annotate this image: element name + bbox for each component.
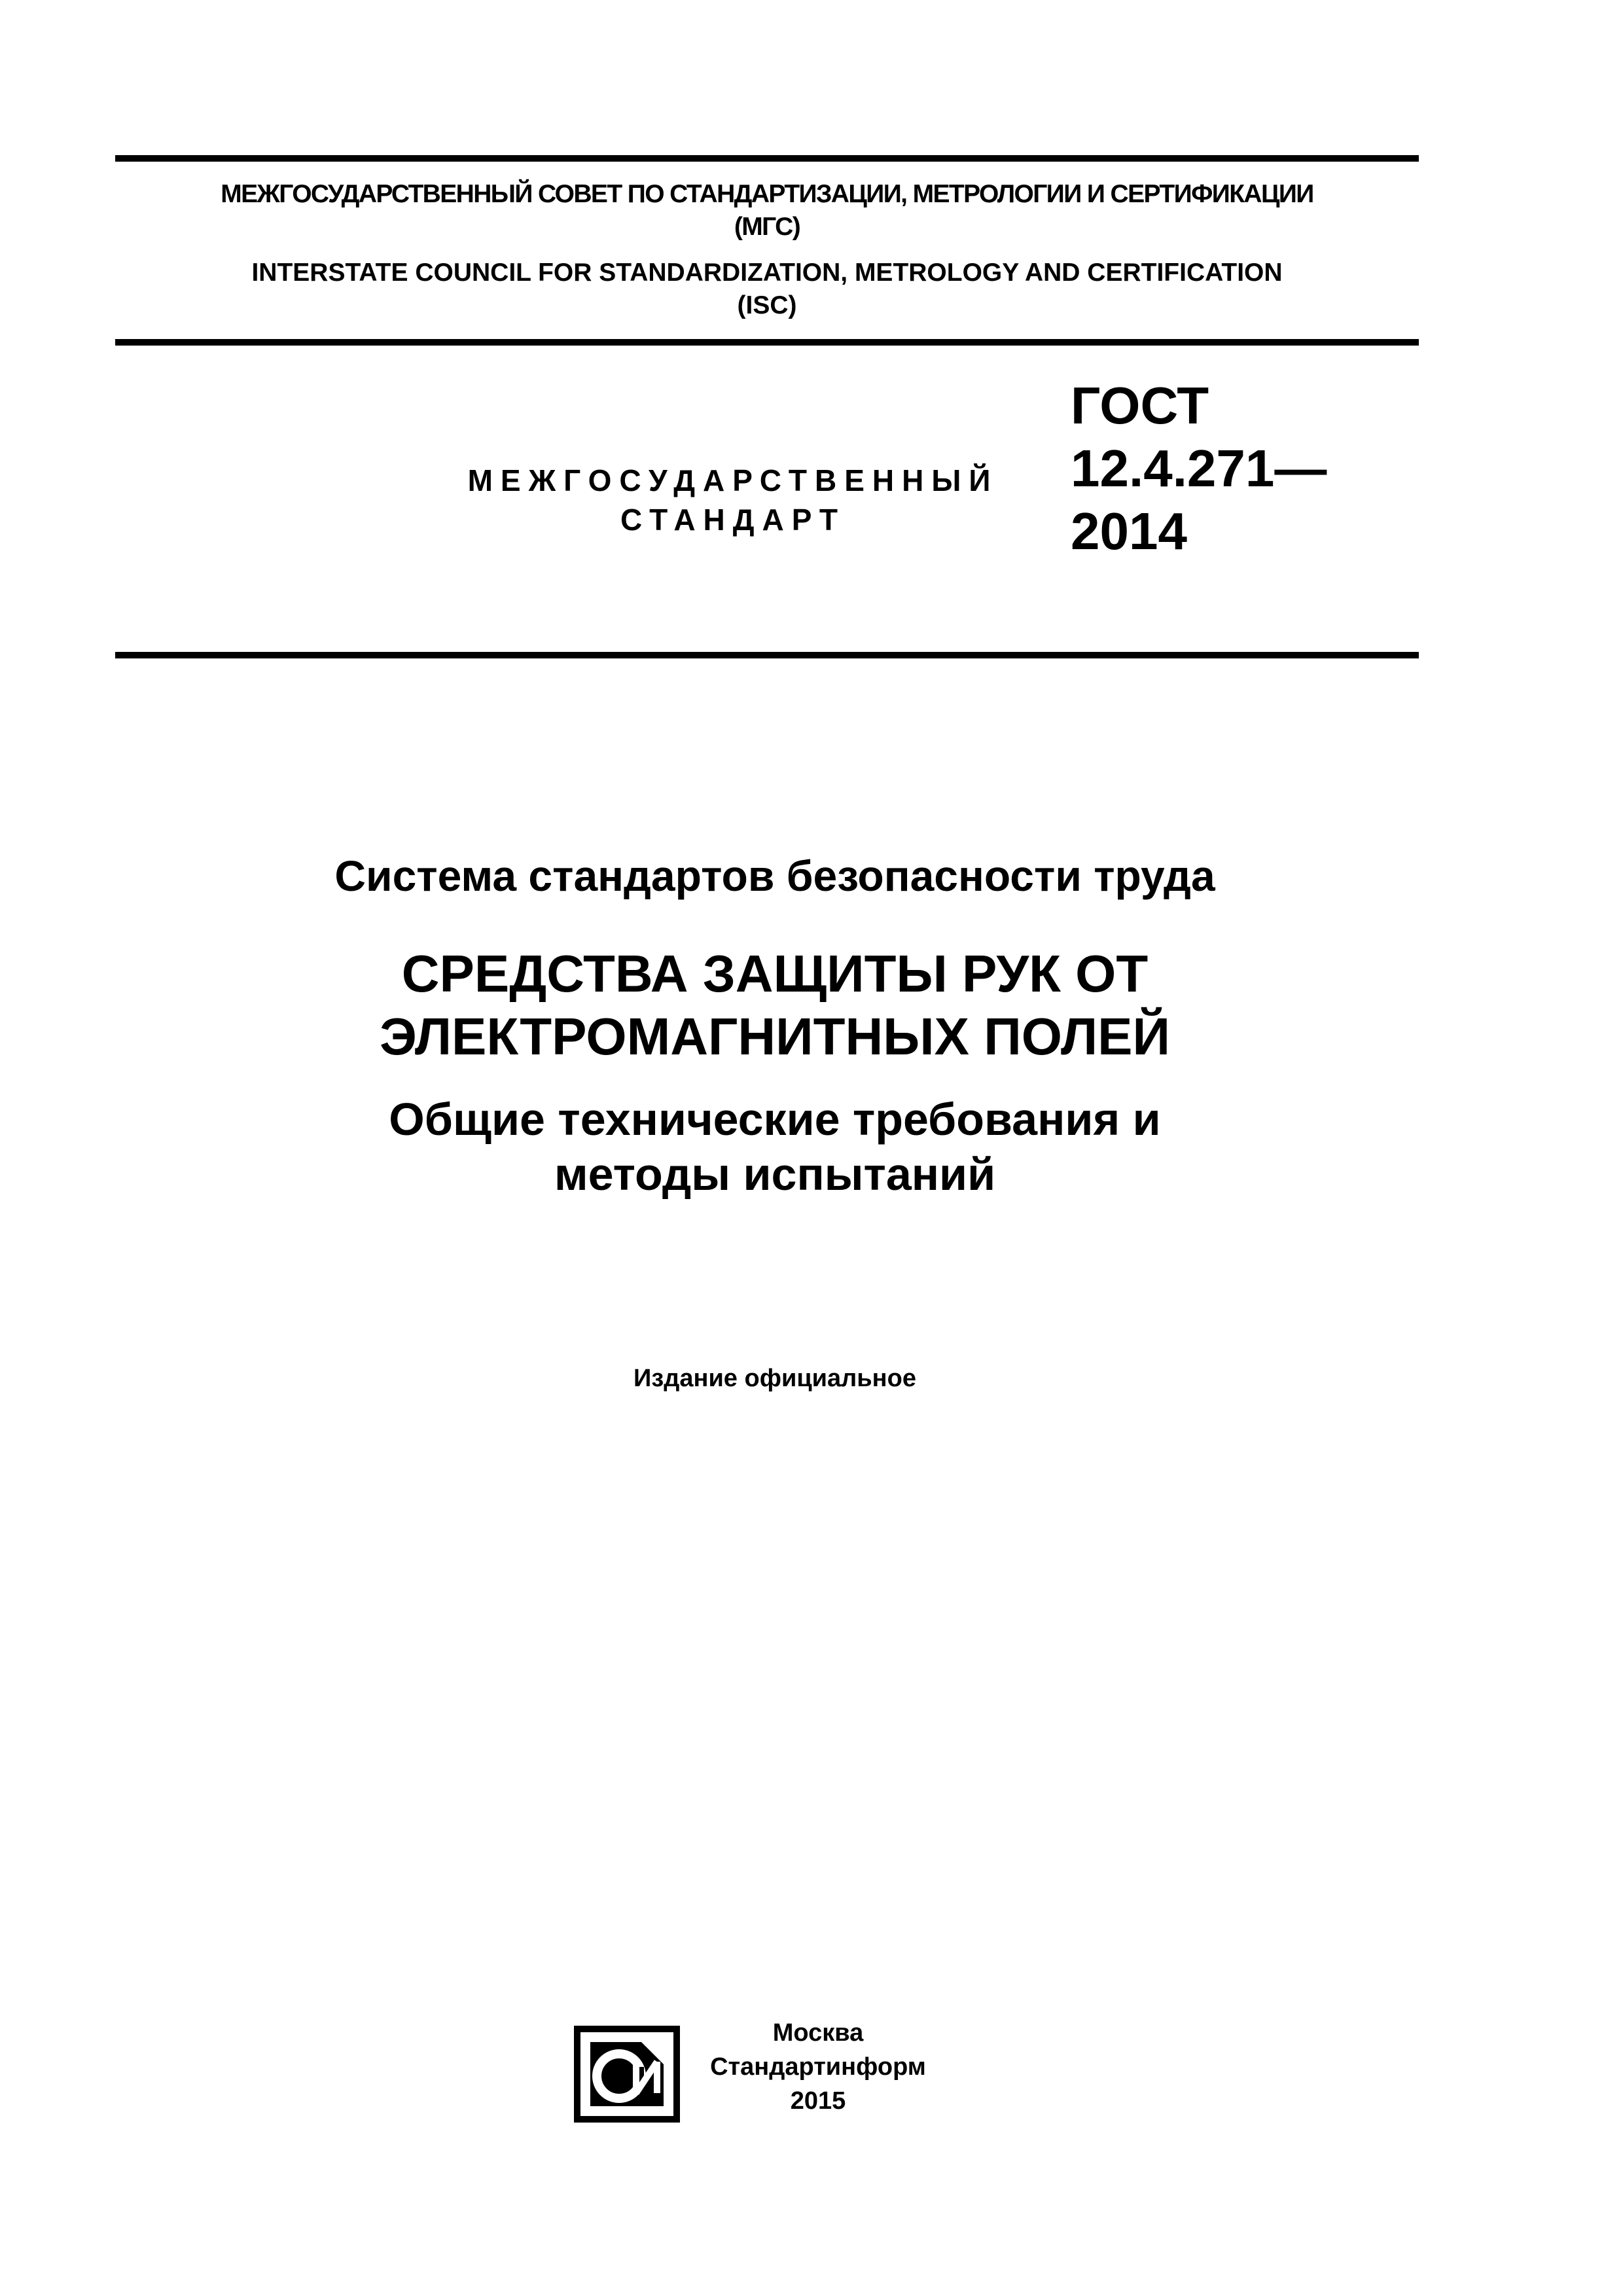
top-rule	[115, 155, 1419, 162]
standard-kind	[393, 461, 1073, 539]
document-title: СРЕДСТВА ЗАЩИТЫ РУК ОТ ЭЛЕКТРОМАГНИТНЫХ ПОЛЕЙ	[380, 944, 1170, 1066]
council-abbr-en: (ISC)	[737, 291, 797, 319]
publisher-name: Стандартинформ	[710, 2053, 926, 2081]
publisher-block	[681, 2016, 955, 2118]
publisher-city: Москва	[772, 2019, 864, 2047]
standard-kind-line2: СТАНДАРТ	[620, 503, 846, 537]
council-abbr-ru: (МГС)	[734, 213, 800, 241]
council-name-en-line1: INTERSTATE COUNCIL FOR STANDARDIZATION, METROLOGY AND CERTIFICATION	[251, 259, 1283, 287]
council-name-en	[115, 257, 1419, 322]
middle-rule	[115, 339, 1419, 346]
standard-kind-line1: МЕЖГОСУДАРСТВЕННЫЙ	[467, 463, 999, 497]
standard-series: Система стандартов безопасности труда	[334, 852, 1215, 900]
publication-year: 2015	[790, 2087, 846, 2115]
council-name-ru-line1: МЕЖГОСУДАРСТВЕННЫЙ СОВЕТ ПО СТАНДАРТИЗАЦИИ, МЕТРОЛОГИИ И СЕРТИФИКАЦИИ	[221, 180, 1313, 208]
gost-number: ГОСТ 12.4.271— 2014	[1071, 376, 1327, 560]
edition-note: Издание официальное	[633, 1365, 916, 1392]
standartinform-logo-icon	[573, 2025, 681, 2123]
document-subtitle: Общие технические требования и методы испытаний	[389, 1094, 1161, 1200]
council-name-ru	[115, 178, 1419, 243]
bottom-rule	[115, 652, 1419, 658]
